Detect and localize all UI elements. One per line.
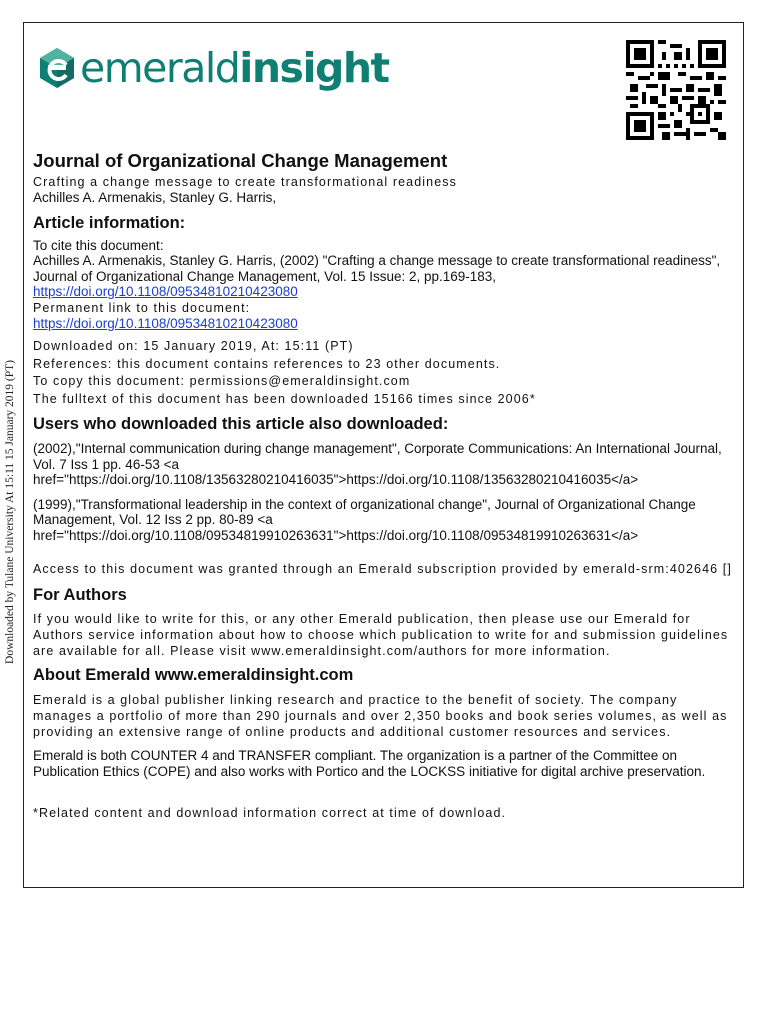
for-authors-heading: For Authors: [33, 586, 127, 604]
about-paragraph-2: Emerald is both COUNTER 4 and TRANSFER compliant. The organization is a partner of the Committee on Publication Ethics (COPE) and also works with Portico and the LOCKSS initiative for digital archive preservation.: [33, 748, 706, 779]
permanent-doi-link[interactable]: https://doi.org/10.1108/09534810210423080: [33, 315, 298, 331]
citation: [33, 253, 738, 300]
authors: Achilles A. Armenakis, Stanley G. Harris,: [33, 190, 277, 205]
article-info-heading: Article information:: [33, 213, 186, 232]
download-stamp-text: Downloaded by Tulane University At 15:11 15 January 2019 (PT): [4, 360, 16, 664]
references-count: References: this document contains references to 23 other documents.: [33, 356, 501, 371]
journal-title: Journal of Organizational Change Management: [33, 150, 448, 171]
qr-code-icon: [626, 40, 726, 140]
fulltext-downloads: The fulltext of this document has been downloaded 15166 times since 2006*: [33, 391, 536, 406]
about-heading: About Emerald www.emeraldinsight.com: [33, 666, 354, 684]
cover-content: [33, 150, 738, 821]
related-item-2[interactable]: (1999),"Transformational leadership in the context of organizational change", Journal of Organizational Change Management, Vol. 12 Iss 2 pp. 80-89 <a href="https://doi.org/10.1108/09534819910263631">https://doi.org/10.1108/09534819910263631</a>: [33, 496, 696, 543]
article-title: Crafting a change message to create transformational readiness: [33, 175, 457, 189]
emerald-logo: [38, 40, 389, 96]
citation-doi-link[interactable]: https://doi.org/10.1108/09534810210423080: [33, 284, 298, 299]
permanent-link-label: Permanent link to this document:: [33, 300, 251, 315]
download-date: Downloaded on: 15 January 2019, At: 15:11 (PT): [33, 339, 354, 353]
citation-text: Achilles A. Armenakis, Stanley G. Harris, (2002) "Crafting a change message to create transformational readiness", Journal of Organizational Change Management, Vol. 15 Issue: 2, pp.169-183,: [33, 253, 721, 284]
for-authors-text: If you would like to write for this, or any other Emerald publication, then please use our Emerald for Authors service information about how to choose which publication to write for and submission guidelines are available for all. Please visit www.emeraldinsight.com/authors for more information.: [33, 612, 729, 658]
download-stamp: [0, 0, 20, 1024]
about-paragraph-1: Emerald is a global publisher linking research and practice to the benefit of society. The company manages a portfolio of more than 290 journals and over 2,350 books and book series volumes, as well as providing an extensive range of online products and additional customer resources and services.: [33, 693, 728, 739]
copy-permissions: To copy this document: permissions@emeraldinsight.com: [33, 374, 411, 388]
cite-label: To cite this document:: [33, 237, 164, 253]
related-item-1[interactable]: (2002),"Internal communication during change management", Corporate Communications: An International Journal, Vol. 7 Iss 1 pp. 46-53 <a href="https://doi.org/10.1108/13563280210416035">https://doi.org/10.1108/13563280210416035</a>: [33, 441, 722, 487]
also-downloaded-heading: Users who downloaded this article also downloaded:: [33, 415, 449, 433]
footnote: *Related content and download information correct at time of download.: [33, 806, 507, 820]
emerald-e-icon: [38, 46, 76, 90]
access-statement: Access to this document was granted through an Emerald subscription provided by emerald-srm:402646 []: [33, 562, 732, 576]
logo-wordmark: emeraldinsight: [80, 44, 389, 92]
